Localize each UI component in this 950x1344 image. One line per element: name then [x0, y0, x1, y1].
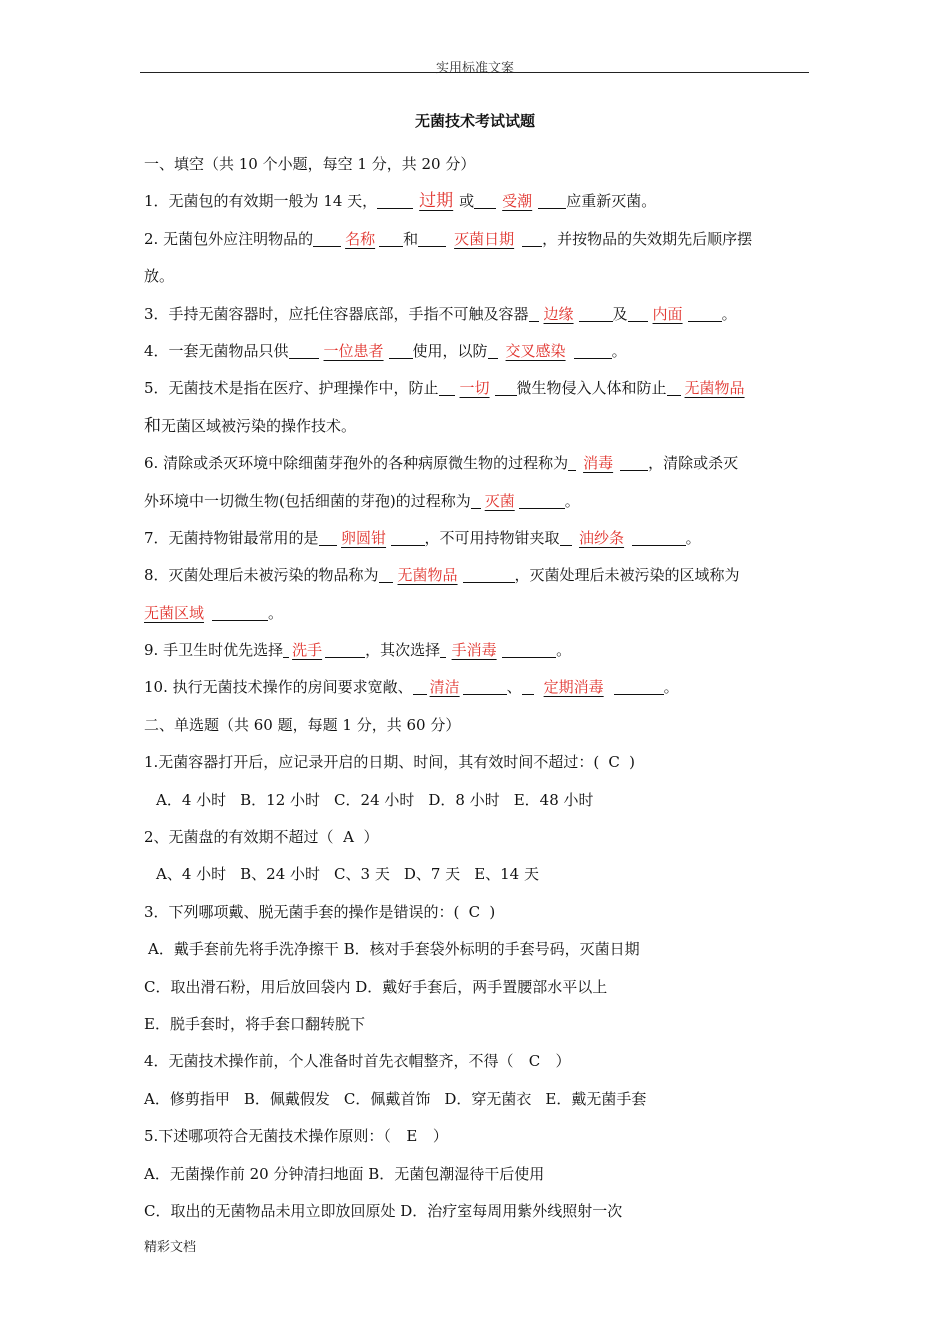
page-footer: 精彩文档 — [144, 1240, 197, 1255]
fill-question-1: 1．无菌包的有效期一般为 14 天， 过期 或 受潮 应重新灭菌。 — [144, 191, 657, 212]
fill-question-9: 9. 手卫生时优先选择 洗手 ，其次选择 手消毒 。 — [144, 641, 572, 660]
answer-9b: 手消毒 — [451, 641, 497, 660]
mcq-5-options-line-1: A．无菌操作前 20 分钟清扫地面 B．无菌包潮湿待干后使用 — [144, 1164, 545, 1183]
mcq-1-option-b: B．12 小时 — [240, 790, 321, 809]
mcq-4-option-d: D．穿无菌衣 — [444, 1089, 532, 1108]
answer-9a: 洗手 — [292, 641, 323, 660]
answer-3a: 边缘 — [543, 304, 574, 323]
mcq-3-stem: 3．下列哪项戴、脱无菌手套的操作是错误的：( C ) — [144, 894, 810, 931]
document-title: 无菌技术考试试题 — [414, 112, 535, 130]
mcq-1-options — [144, 782, 810, 819]
answer-10b: 定期消毒 — [543, 678, 604, 697]
mcq-5-answer: E — [406, 1127, 418, 1146]
fill-question-2-cont: 放。 — [144, 267, 175, 286]
section2-heading: 二、单选题（共 60 题，每题 1 分，共 60 分） — [144, 715, 461, 734]
answer-1a: 过期 — [419, 191, 454, 212]
mcq-2-option-d: D、7 天 — [403, 865, 461, 884]
answer-8b: 无菌区域 — [144, 603, 205, 622]
mcq-4-answer: C — [528, 1052, 541, 1071]
answer-2a: 名称 — [345, 229, 376, 248]
fill-question-10: 10. 执行无菌技术操作的房间要求宽敞、 清洁 、 定期消毒 。 — [144, 678, 679, 697]
mcq-4-stem: 4．无菌技术操作前，个人准备时首先衣帽整齐，不得（ C ） — [144, 1043, 810, 1080]
fill-question-7: 7．无菌持物钳最常用的是 卵圆钳 ，不可用持物钳夹取 油纱条 。 — [144, 528, 701, 547]
answer-7b: 油纱条 — [579, 528, 625, 547]
answer-4a: 一位患者 — [323, 341, 384, 360]
fill-question-5-cont: 和无菌区域被污染的操作技术。 — [144, 415, 357, 436]
mcq-2-option-c: C、3 天 — [334, 865, 390, 884]
mcq-2-answer: A — [343, 828, 354, 847]
fill-question-6: 6. 清除或杀灭环境中除细菌芽孢外的各种病原微生物的过程称为 消毒 ，清除或杀灭 — [144, 454, 739, 473]
mcq-2-option-b: B、24 小时 — [240, 865, 321, 884]
answer-6a: 消毒 — [583, 454, 614, 473]
mcq-2-stem: 2、无菌盘的有效期不超过（ A ） — [144, 819, 810, 856]
answer-7a: 卵圆钳 — [341, 528, 387, 547]
mcq-2-option-a: A、4 小时 — [156, 865, 227, 884]
mcq-3-answer: C — [468, 902, 481, 921]
answer-10a: 清洁 — [429, 678, 460, 697]
answer-5a: 一切 — [459, 379, 490, 398]
answer-4b: 交叉感染 — [505, 341, 566, 360]
answer-3b: 内面 — [652, 304, 683, 323]
answer-6b: 灭菌 — [484, 491, 515, 510]
mcq-1-option-c: C．24 小时 — [334, 790, 415, 809]
section1-heading: 一、填空（共 10 个小题，每空 1 分，共 20 分） — [144, 155, 476, 173]
answer-8a: 无菌物品 — [397, 566, 458, 585]
mcq-4-option-a: A．修剪指甲 — [144, 1089, 230, 1108]
mcq-3-options-line-3: E．脱手套时，将手套口翻转脱下 — [144, 1014, 365, 1033]
answer-2b: 灭菌日期 — [454, 229, 515, 248]
fill-question-8: 8．灭菌处理后未被污染的物品称为 无菌物品 ，灭菌处理后未被污染的区域称为 — [144, 566, 740, 585]
fill-question-5: 5．无菌技术是指在医疗、护理操作中，防止 一切 微生物侵入人体和防止 无菌物品 — [144, 370, 810, 407]
mcq-2-option-e: E、14 天 — [474, 865, 539, 884]
mcq-4-option-b: B．佩戴假发 — [243, 1089, 330, 1108]
answer-5b: 无菌物品 — [684, 379, 745, 398]
mcq-4-option-c: C．佩戴首饰 — [343, 1089, 431, 1108]
fill-question-8-cont: 无菌区域 。 — [144, 603, 284, 622]
mcq-1-option-e: E．48 小时 — [513, 790, 594, 809]
mcq-3-options-line-2: C．取出滑石粉，用后放回袋内 D．戴好手套后，两手置腰部水平以上 — [144, 977, 608, 996]
fill-question-2: 2. 无菌包外应注明物品的 名称 和 灭菌日期 ，并按物品的失效期先后顺序摆 — [144, 229, 753, 248]
fill-question-3: 3．手持无菌容器时，应托住容器底部，手指不可触及容器 边缘 及 内面 。 — [144, 304, 737, 323]
mcq-5-options-line-2: C．取出的无菌物品未用立即放回原处 D．治疗室每周用紫外线照射一次 — [144, 1201, 623, 1220]
mcq-3-options-line-1: A．戴手套前先将手洗净擦干 B．核对手套袋外标明的手套号码，灭菌日期 — [148, 940, 640, 959]
mcq-1-option-d: D．8 小时 — [428, 790, 500, 809]
mcq-4-option-e: E．戴无菌手套 — [545, 1089, 647, 1108]
fill-question-6-cont: 外环境中一切微生物(包括细菌的芽孢)的过程称为 灭菌 。 — [144, 491, 580, 510]
mcq-2-options — [144, 856, 810, 893]
answer-1b: 受潮 — [502, 192, 533, 211]
mcq-1-option-a: A．4 小时 — [156, 790, 227, 809]
mcq-5-stem: 5.下述哪项符合无菌技术操作原则：（ E ） — [144, 1118, 810, 1155]
page-header: 实用标准文案 — [435, 61, 514, 76]
fill-question-4: 4．一套无菌物品只供 一位患者 使用，以防 交叉感染 。 — [144, 341, 627, 360]
mcq-1-stem: 1.无菌容器打开后，应记录开启的日期、时间，其有效时间不超过：( C ) — [144, 744, 810, 781]
mcq-4-options — [144, 1081, 810, 1118]
document-body — [144, 146, 810, 1230]
mcq-1-answer: C — [608, 753, 620, 772]
header-rule — [140, 72, 809, 73]
